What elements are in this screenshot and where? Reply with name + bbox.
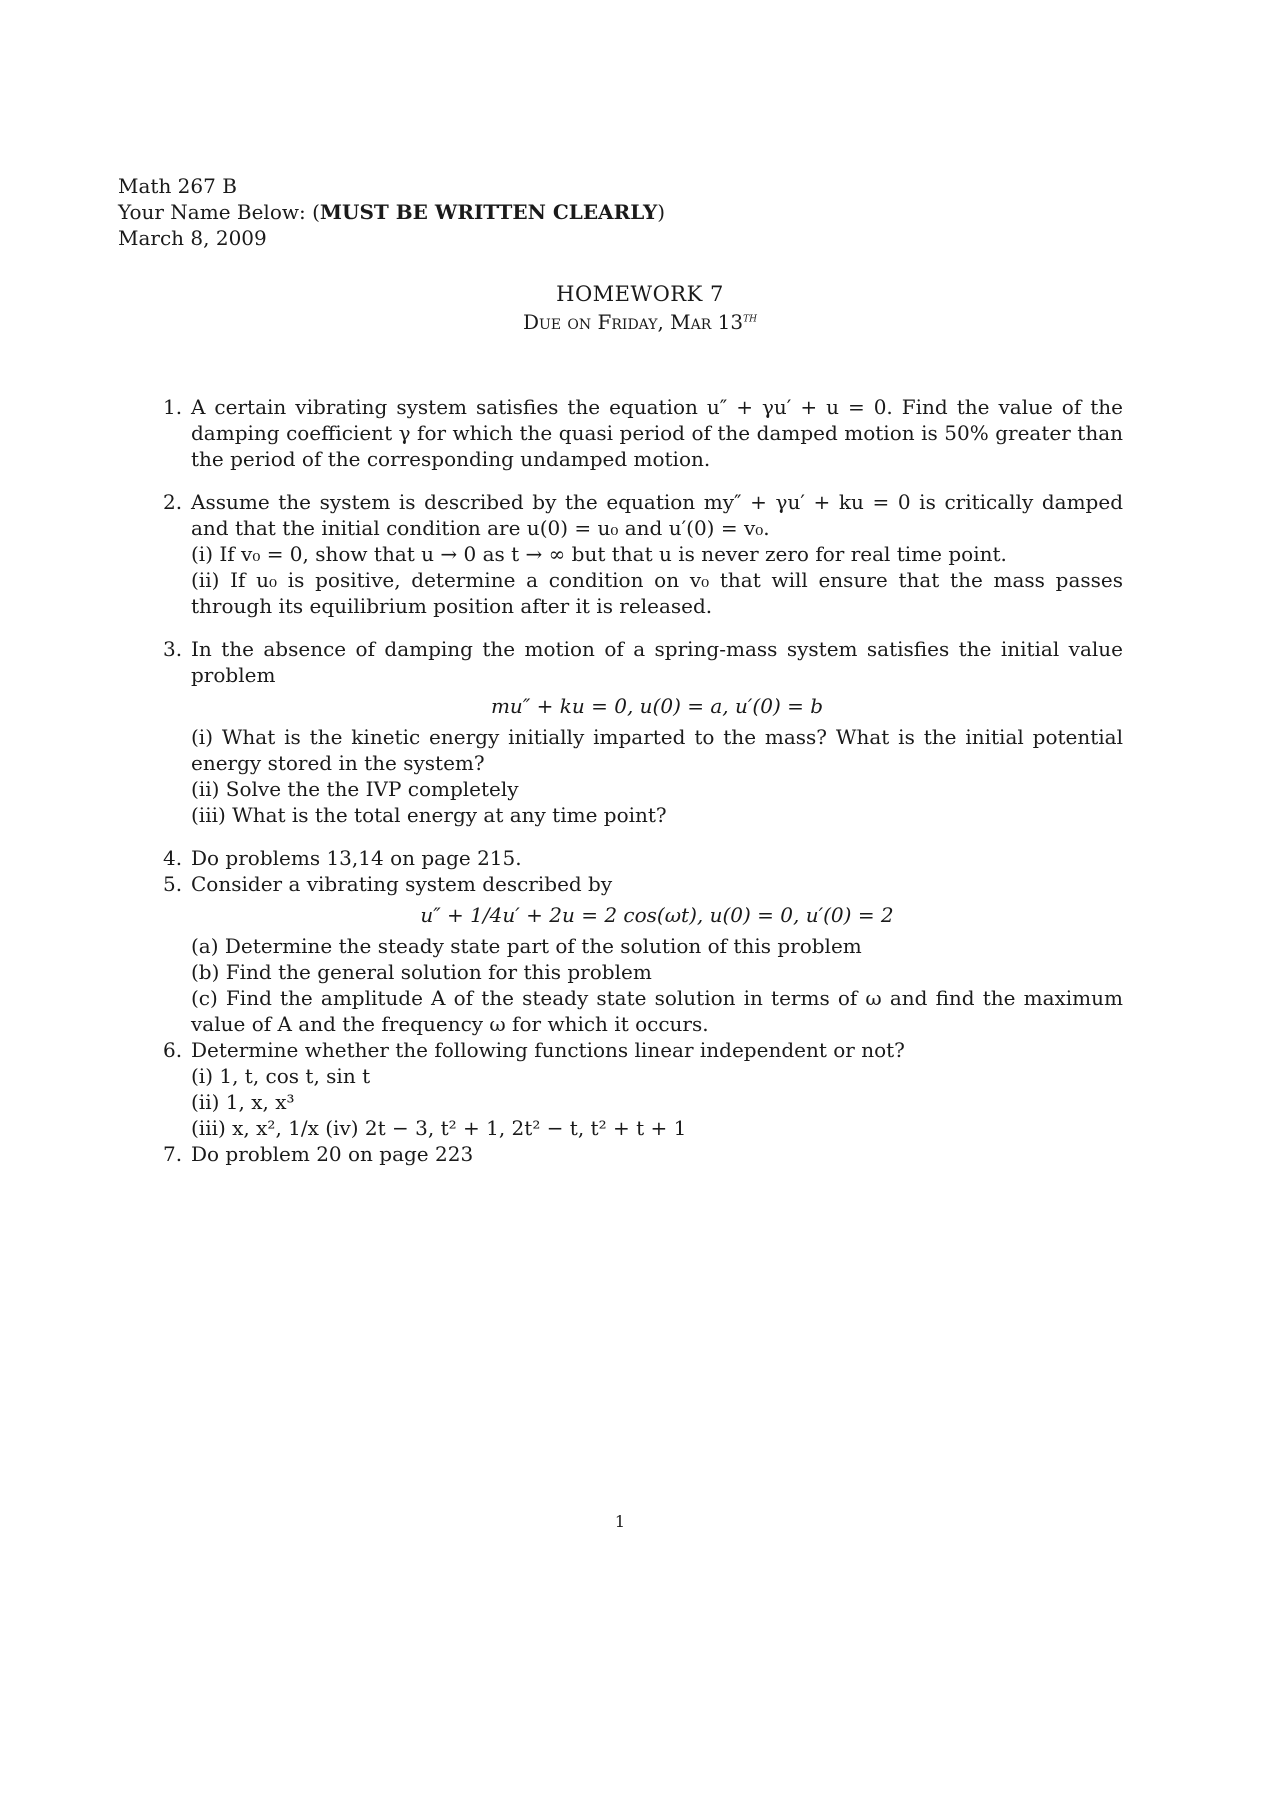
problem-part-ii: (ii) Solve the the IVP completely bbox=[191, 777, 519, 801]
problem-part-i: (i) 1, t, cos t, sin t bbox=[191, 1064, 371, 1088]
title-block bbox=[0, 280, 1280, 336]
problem-part-ii: (ii) 1, x, x³ bbox=[191, 1090, 295, 1114]
problem-number: 1. bbox=[163, 395, 183, 419]
problem-number: 3. bbox=[163, 637, 183, 661]
problem-number: 2. bbox=[163, 490, 183, 514]
name-prefix: Your Name Below: ( bbox=[118, 200, 320, 224]
name-line bbox=[118, 199, 665, 225]
problem-part-c: (c) Find the amplitude A of the steady state solution in terms of ω and find the maximum value of A and the frequency ω for which it occurs. bbox=[191, 986, 1123, 1036]
due-date bbox=[0, 308, 1280, 336]
problem-text: Do problem 20 on page 223 bbox=[191, 1142, 474, 1166]
problem-number: 5. bbox=[163, 872, 183, 896]
problem-number: 7. bbox=[163, 1142, 183, 1166]
problem-part-b: (b) Find the general solution for this problem bbox=[191, 960, 652, 984]
problem-6 bbox=[163, 1037, 1123, 1141]
problem-part-i: (i) What is the kinetic energy initially imparted to the mass? What is the initial potential energy stored in the system? bbox=[191, 725, 1123, 775]
page-number: 1 bbox=[614, 1512, 626, 1531]
due-text: Due on Friday, Mar 13 bbox=[523, 310, 744, 334]
date-line: March 8, 2009 bbox=[118, 226, 267, 250]
problem-part-iii: (iii) What is the total energy at any time point? bbox=[191, 803, 667, 827]
display-equation: u″ + 1/4u′ + 2u = 2 cos(ωt), u(0) = 0, u′(0) = 2 bbox=[420, 903, 894, 927]
problem-number: 6. bbox=[163, 1038, 183, 1062]
header-block bbox=[118, 173, 665, 251]
homework-title: HOMEWORK 7 bbox=[556, 282, 724, 306]
problem-text: Assume the system is described by the equation my″ + γu′ + ku = 0 is critically damped and that the initial condition are u(0) = u₀ and u′(0) = v₀. bbox=[191, 490, 1123, 540]
problem-part-ii: (ii) If u₀ is positive, determine a condition on v₀ that will ensure that the mass passes through its equilibrium position after it is released. bbox=[191, 568, 1123, 618]
problem-number: 4. bbox=[163, 846, 183, 870]
problem-part-a: (a) Determine the steady state part of the solution of this problem bbox=[191, 934, 862, 958]
name-bold-text: MUST BE WRITTEN CLEARLY bbox=[319, 200, 658, 224]
problem-text: A certain vibrating system satisfies the equation u″ + γu′ + u = 0. Find the value of the damping coefficient γ for which the quasi period of the damped motion is 50% greater than the period of the corresponding undamped motion. bbox=[191, 395, 1123, 471]
problem-list bbox=[163, 394, 1123, 1167]
problem-3 bbox=[163, 636, 1123, 828]
problem-5 bbox=[163, 871, 1123, 1037]
problem-text: Determine whether the following functions linear independent or not? bbox=[191, 1038, 905, 1062]
problem-body bbox=[191, 871, 1123, 1037]
problem-part-iii-iv: (iii) x, x², 1/x (iv) 2t − 3, t² + 1, 2t² − t, t² + t + 1 bbox=[191, 1116, 687, 1140]
name-suffix: ) bbox=[657, 200, 666, 224]
problem-intro: Consider a vibrating system described by bbox=[191, 872, 613, 896]
problem-body bbox=[191, 636, 1123, 828]
display-equation: mu″ + ku = 0, u(0) = a, u′(0) = b bbox=[490, 694, 824, 718]
problem-text: Do problems 13,14 on page 215. bbox=[191, 846, 522, 870]
problem-body bbox=[191, 1141, 1123, 1167]
due-superscript: th bbox=[743, 310, 757, 326]
problem-body bbox=[191, 845, 1123, 871]
course-line: Math 267 B bbox=[118, 174, 237, 198]
problem-2 bbox=[163, 489, 1123, 619]
problem-body bbox=[191, 394, 1123, 472]
problem-part-i: (i) If v₀ = 0, show that u → 0 as t → ∞ but that u is never zero for real time point. bbox=[191, 542, 1007, 566]
problem-intro: In the absence of damping the motion of a spring-mass system satisfies the initial value problem bbox=[191, 637, 1123, 687]
problem-4 bbox=[163, 845, 1123, 871]
problem-body bbox=[191, 1037, 1123, 1141]
problem-1 bbox=[163, 394, 1123, 472]
problem-7 bbox=[163, 1141, 1123, 1167]
problem-body bbox=[191, 489, 1123, 619]
